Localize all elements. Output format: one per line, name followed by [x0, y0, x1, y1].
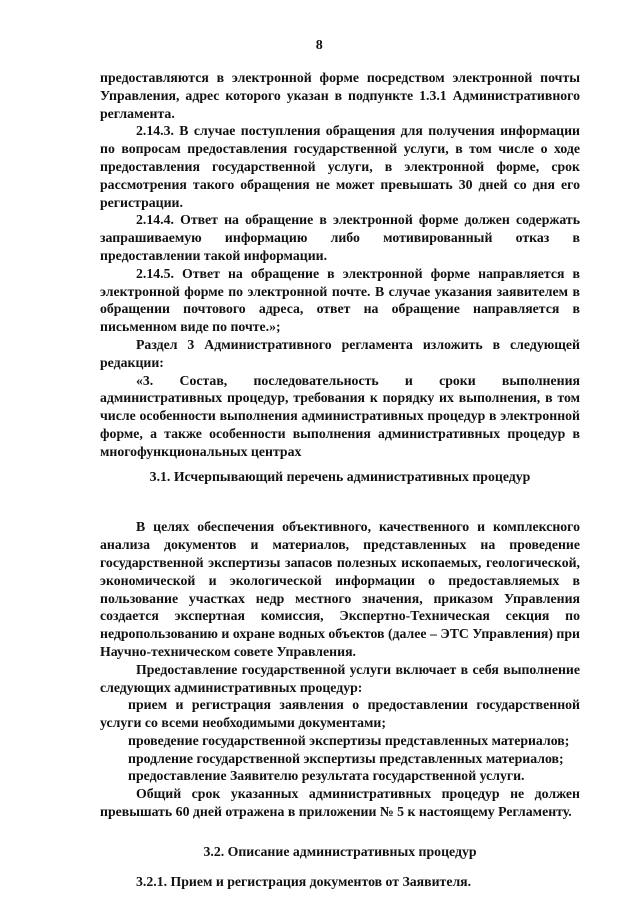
paragraph-expert-commission: В целях обеспечения объективного, качественного и комплексного анализа документов и материалов, представленных на проведение государственной экспертизы запасов полезных ископаемых, геологической, экономической и экологической информации о предоставляемых в пользование участках недр местного значения, приказом Управления создается экспертная комиссия, Экспертно-Техническая секция по недропользованию и охране водных объектов (далее – ЭТС Управления) при Научно-техническом совете Управления. — [100, 519, 580, 659]
document-body — [100, 69, 580, 890]
paragraph-2-14-4: 2.14.4. Ответ на обращение в электронной форме должен содержать запрашиваемую информацию либо мотивированный отказ в предоставлении такой информации. — [100, 212, 580, 263]
heading-3-2: 3.2. Описание административных процедур — [203, 843, 477, 859]
page-number: 8 — [315, 38, 324, 53]
paragraph-2-14-5: 2.14.5. Ответ на обращение в электронной форме направляется в электронной форме по электронной почте. В случае указания заявителем в обращении почтового адреса, ответ на обращение направляется в письменном виде по почте.»; — [100, 265, 580, 335]
paragraph-procedures-intro: Предоставление государственной услуги включает в себя выполнение следующих административных процедур: — [100, 661, 580, 695]
paragraph-section-3-intro: Раздел 3 Административного регламента изложить в следующей редакции: — [100, 336, 580, 370]
list-item-reception: прием и регистрация заявления о предоставлении государственной услуги со всеми необходимыми документами; — [100, 697, 580, 731]
section-3-title: «3. Состав, последовательность и сроки выполнения административных процедур, требования к порядку их выполнения, в том числе особенности выполнения административных процедур в электронной форме, а также особенности выполнения административных процедур в многофункциональных центрах — [100, 372, 580, 459]
paragraph-2-14-3: 2.14.3. В случае поступления обращения для получения информации по вопросам предоставления государственной услуги, в том числе о ходе предоставления государственной услуги, в электронной форме, срок рассмотрения такого обращения не может превышать 30 дней со дня его регистрации. — [100, 123, 580, 210]
list-item-examination: проведение государственной экспертизы представленных материалов; — [128, 732, 570, 748]
list-item-result: предоставление Заявителю результата государственной услуги. — [128, 768, 525, 784]
paragraph-total-term: Общий срок указанных административных процедур не должен превышать 60 дней отражена в приложении № 5 к настоящему Регламенту. — [100, 786, 580, 820]
list-item-extension: продление государственной экспертизы представленных материалов; — [128, 750, 564, 766]
heading-3-1: 3.1. Исчерпывающий перечень административных процедур — [149, 468, 531, 484]
paragraph-3-2-1: 3.2.1. Прием и регистрация документов от Заявителя. — [136, 873, 472, 889]
paragraph-continuation: предоставляются в электронной форме посредством электронной почты Управления, адрес которого указан в подпункте 1.3.1 Административного регламента. — [100, 70, 580, 121]
